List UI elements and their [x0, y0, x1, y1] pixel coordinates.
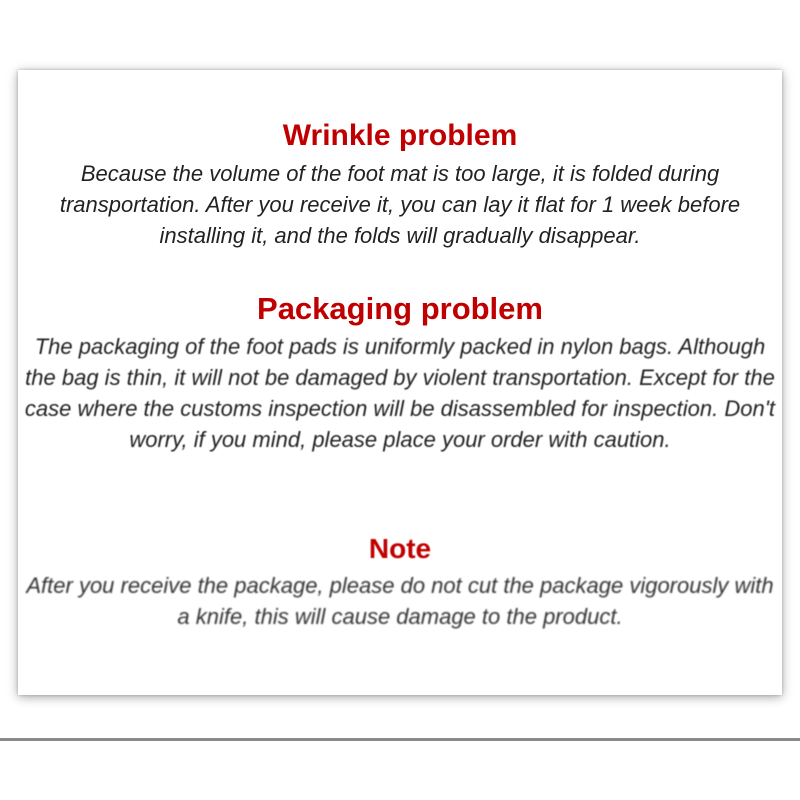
packaging-section: [18, 290, 782, 455]
packaging-text: The packaging of the foot pads is uniformly packed in nylon bags. Although the bag is thin, it will not be damaged by violent transportation. Except for the case where the customs inspection will be disassembled for inspection. Don't worry, if you mind, please place your order with caution.: [24, 334, 776, 453]
note-section: [18, 532, 782, 632]
packaging-heading: Packaging problem: [257, 291, 543, 326]
wrinkle-text: Because the volume of the foot mat is too large, it is folded during transportation. After you receive it, you can lay it flat for 1 week before installing it, and the folds will gradually disappear.: [59, 161, 741, 248]
notice-card: [18, 70, 782, 695]
note-heading: Note: [368, 533, 432, 564]
wrinkle-section: [18, 118, 782, 251]
wrinkle-heading: Wrinkle problem: [282, 119, 518, 152]
note-text: After you receive the package, please do not cut the package vigorously with a knife, this will cause damage to the product.: [26, 572, 774, 629]
bottom-divider: [0, 738, 800, 741]
